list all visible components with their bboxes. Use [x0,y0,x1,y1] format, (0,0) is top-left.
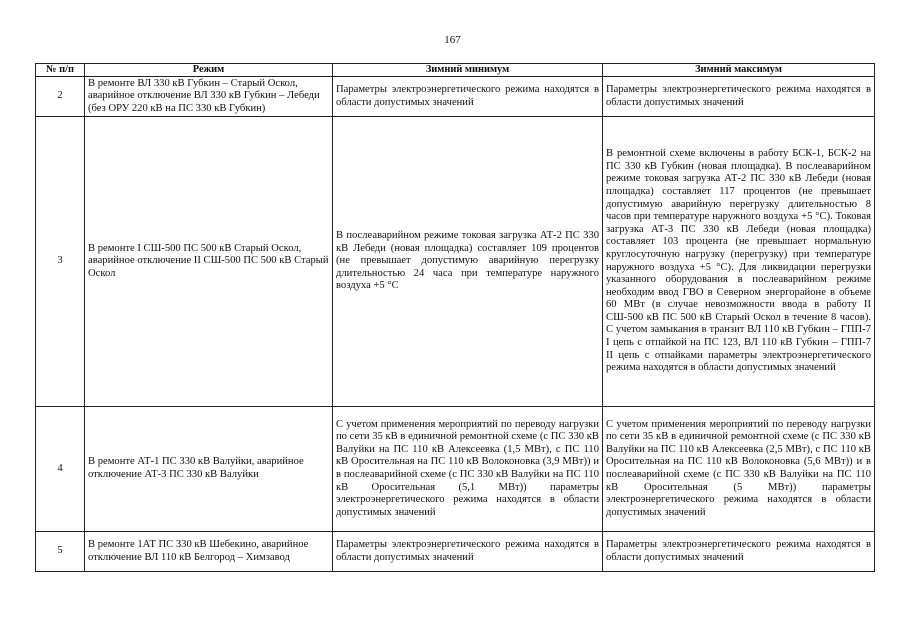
table-row [36,532,875,572]
row-num: 4 [36,407,85,532]
table-row [36,407,875,532]
header-num: № п/п [36,64,85,77]
regime-table [35,63,875,572]
row-winter-max: С учетом применения мероприятий по переводу нагрузки по сети 35 кВ в единичной ремонтной схеме (с ПС 330 кВ Валуйки на ПС 110 кВ Алексеевка (2,5 МВт), с ПС 110 кВ Оросительная на ПС 110 кВ Волоконовка (5,6 МВт)) и в послеаварийной схеме (с ПС 330 кВ Валуйки на ПС 110 кВ Оросительная (5 МВт)) параметры электроэнергетического режима находятся в области допустимых значений [603,407,875,532]
row-winter-max: Параметры электроэнергетического режима находятся в области допустимых значений [603,77,875,117]
table-row [36,77,875,117]
row-num: 3 [36,117,85,407]
row-num: 5 [36,532,85,572]
header-winter-max: Зимний максимум [603,64,875,77]
row-winter-max: Параметры электроэнергетического режима находятся в области допустимых значений [603,532,875,572]
header-mode: Режим [85,64,333,77]
row-winter-min: В послеаварийном режиме токовая загрузка АТ-2 ПС 330 кВ Лебеди (новая площадка) составляет 109 процентов (не превышает допустимую аварийную перегрузку длительностью 24 часа при температуре наружного воздуха +5 °С [333,117,603,407]
row-winter-min: Параметры электроэнергетического режима находятся в области допустимых значений [333,532,603,572]
row-mode: В ремонте 1АТ ПС 330 кВ Шебекино, аварийное отключение ВЛ 110 кВ Белгород – Химзавод [85,532,333,572]
row-mode: В ремонте ВЛ 330 кВ Губкин – Старый Оскол, аварийное отключение ВЛ 330 кВ Губкин – Лебеди (без ОРУ 220 кВ на ПС 330 кВ Губкин) [85,77,333,117]
row-winter-min: С учетом применения мероприятий по переводу нагрузки по сети 35 кВ в единичной ремонтной схеме (с ПС 330 кВ Валуйки на ПС 110 кВ Алексеевка (1,5 МВт), с ПС 110 кВ Оросительная на ПС 110 кВ Волоконовка (3,9 МВт)) и в послеаварийной схеме (с ПС 330 кВ Валуйки на ПС 110 кВ Оросительная (5,1 МВт)) параметры электроэнергетического режима находятся в области допустимых значений [333,407,603,532]
row-mode: В ремонте I СШ-500 ПС 500 кВ Старый Оскол, аварийное отключение II СШ-500 ПС 500 кВ Старый Оскол [85,117,333,407]
row-num: 2 [36,77,85,117]
row-winter-min: Параметры электроэнергетического режима находятся в области допустимых значений [333,77,603,117]
header-winter-min: Зимний минимум [333,64,603,77]
table-header-row [36,64,875,77]
row-mode: В ремонте АТ-1 ПС 330 кВ Валуйки, аварийное отключение АТ-3 ПС 330 кВ Валуйки [85,407,333,532]
row-winter-max: В ремонтной схеме включены в работу БСК-1, БСК-2 на ПС 330 кВ Губкин (новая площадка). В послеаварийном режиме токовая загрузка АТ-2 ПС 330 кВ Лебеди (новая площадка) составляет 117 процентов (не превышает допустимую аварийную перегрузку длительностью 8 часов при температуре наружного воздуха +5 °С). Токовая загрузка АТ-3 ПС 330 кВ Лебеди (новая площадка) составляет 103 процента (не превышает нормальную круглосуточную нагрузку (перегрузку) при температуре наружного воздуха +5 °С). Для ликвидации перегрузки указанного оборудования в послеаварийном режиме необходим ввод ГВО в Северном энергорайоне в объеме 60 МВт (в случае невозможности ввода в работу II СШ-500 кВ ПС 500 кВ Старый Оскол в течение 8 часов). С учетом замыкания в транзит ВЛ 110 кВ Губкин – ГПП-7 I цепь с отпайкой на ПС 123, ВЛ 110 кВ Губкин – ГПП-7 II цепь с отпайками параметры электроэнергетического режима находятся в области допустимых значений [603,117,875,407]
page-number: 167 [444,34,461,46]
table-row [36,117,875,407]
